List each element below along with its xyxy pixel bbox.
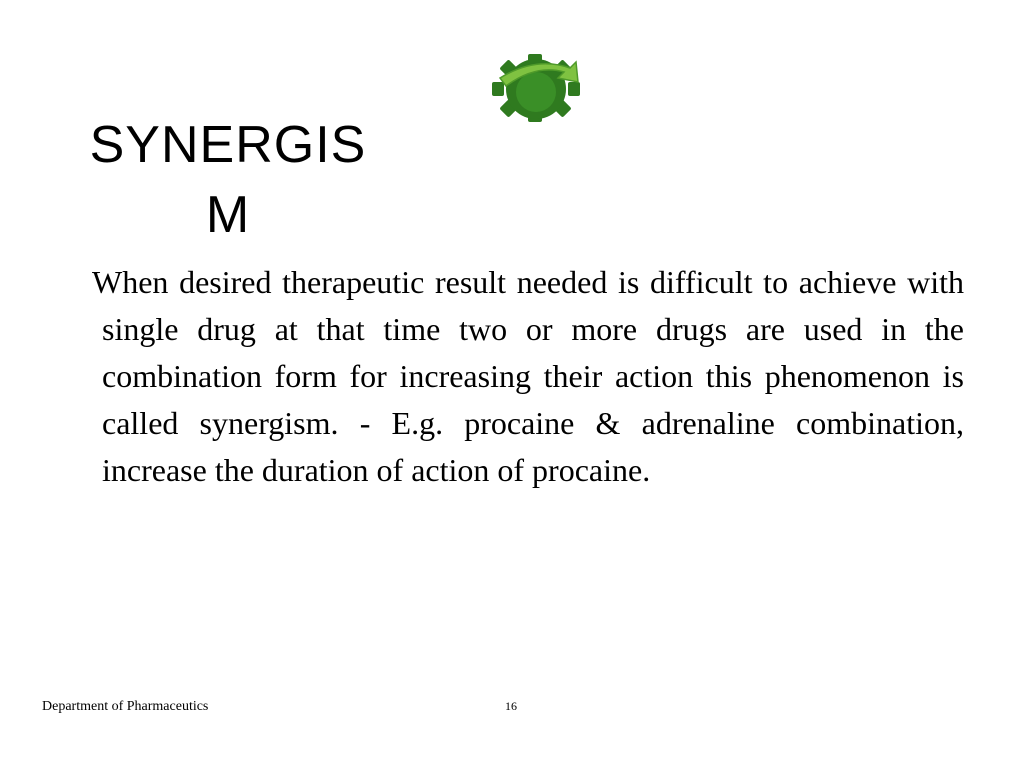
footer-department: Department of Pharmaceutics <box>42 699 209 714</box>
page-number: 16 <box>505 699 517 713</box>
title-line-1: SYNERGIS <box>89 116 367 174</box>
gear-arrow-icon <box>490 52 582 124</box>
title-line-2: M <box>205 186 251 244</box>
body-paragraph: When desired therapeutic result needed is difficult to achieve with single drug at that time two or more drugs are used in the combination form for increasing their action this phenomenon is called synergism. - E.g. procaine & adrenaline combination, increase the duration of action of procaine. <box>92 264 964 488</box>
slide-title <box>58 110 398 250</box>
